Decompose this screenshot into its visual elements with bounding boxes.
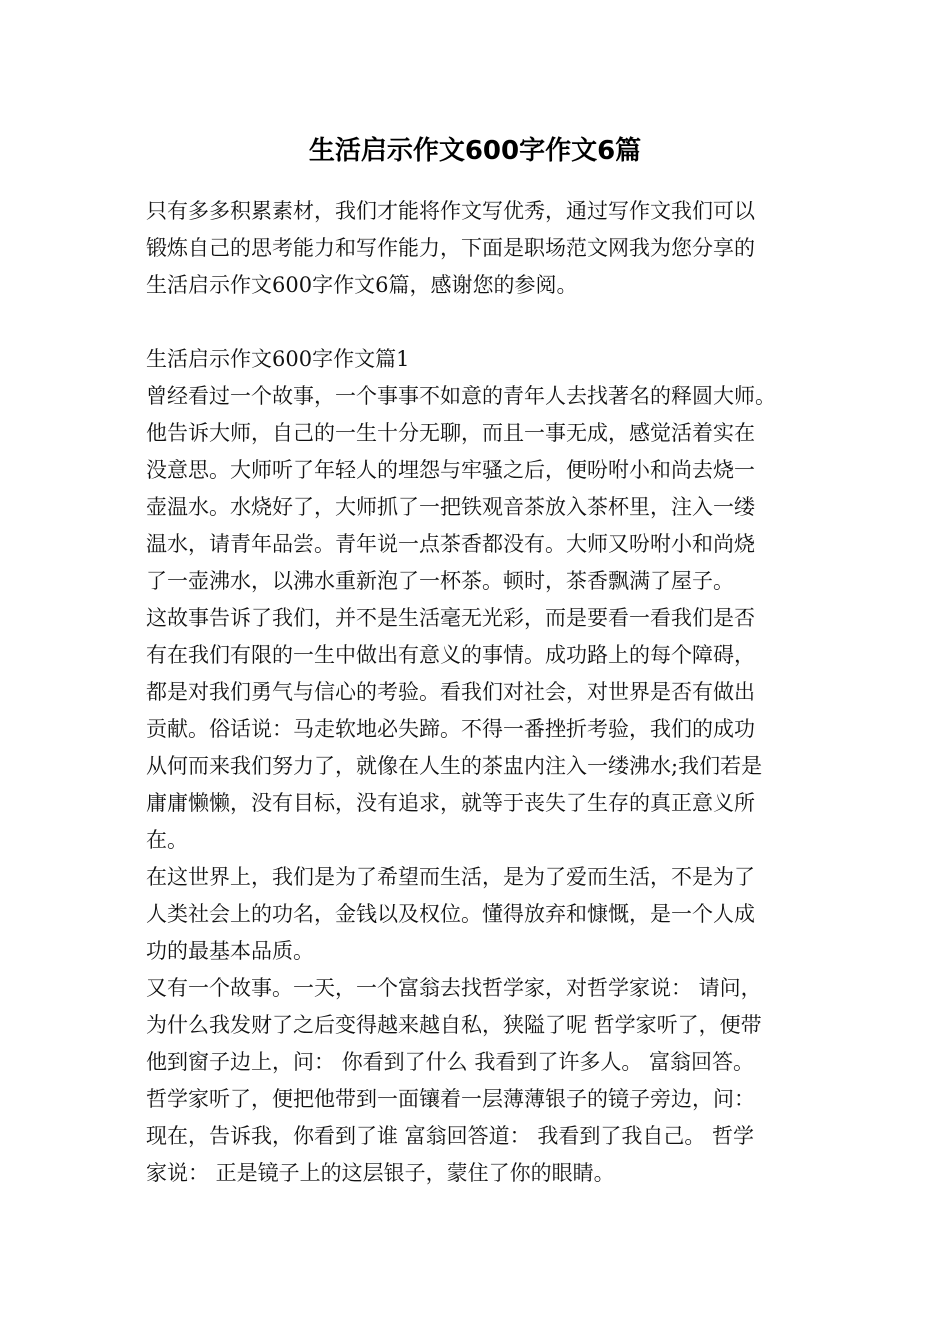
body-line: 贡献。俗话说：马走软地必失蹄。不得一番挫折考验，我们的成功 bbox=[146, 717, 755, 741]
intro-line: 锻炼自己的思考能力和写作能力，下面是职场范文网我为您分享的 bbox=[146, 236, 755, 260]
section-heading: 生活启示作文600字作文篇1 bbox=[146, 347, 410, 371]
body-line: 人类社会上的功名，金钱以及权位。懂得放弃和慷慨，是一个人成 bbox=[146, 902, 755, 926]
body-line: 壶温水。水烧好了，大师抓了一把铁观音茶放入茶杯里，注入一缕 bbox=[146, 495, 755, 519]
body-line: 有在我们有限的一生中做出有意义的事情。成功路上的每个障碍， bbox=[146, 643, 755, 667]
body-line: 这故事告诉了我们，并不是生活毫无光彩，而是要看一看我们是否 bbox=[146, 606, 755, 630]
body-line: 功的最基本品质。 bbox=[146, 939, 314, 963]
body-line: 没意思。大师听了年轻人的埋怨与牢骚之后，便吩咐小和尚去烧一 bbox=[146, 458, 755, 482]
body-line: 家说： 正是镜子上的这层银子，蒙住了你的眼睛。 bbox=[146, 1161, 615, 1185]
body-line: 为什么我发财了之后变得越来越自私，狭隘了呢 哲学家听了，便带 bbox=[146, 1013, 762, 1037]
body-line: 现在，告诉我，你看到了谁 富翁回答道： 我看到了我自己。 哲学 bbox=[146, 1124, 755, 1148]
body-line: 都是对我们勇气与信心的考验。看我们对社会，对世界是否有做出 bbox=[146, 680, 755, 704]
body-line: 他告诉大师，自己的一生十分无聊，而且一事无成，感觉活着实在 bbox=[146, 421, 755, 445]
body-line: 又有一个故事。一天，一个富翁去找哲学家，对哲学家说： 请问， bbox=[146, 976, 762, 1000]
body-line: 曾经看过一个故事，一个事事不如意的青年人去找著名的释圆大师。 bbox=[146, 384, 776, 408]
body-line: 哲学家听了，便把他带到一面镶着一层薄薄银子的镜子旁边，问： bbox=[146, 1087, 755, 1111]
body-line: 在这世界上，我们是为了希望而生活，是为了爱而生活，不是为了 bbox=[146, 865, 755, 889]
body-line: 了一壶沸水，以沸水重新泡了一杯茶。顿时，茶香飘满了屋子。 bbox=[146, 569, 734, 593]
body-line: 在。 bbox=[146, 828, 188, 852]
body-line: 他到窗子边上，问： 你看到了什么 我看到了许多人。 富翁回答。 bbox=[146, 1050, 755, 1074]
body-line: 温水，请青年品尝。青年说一点茶香都没有。大师又吩咐小和尚烧 bbox=[146, 532, 755, 556]
intro-line: 生活启示作文600字作文6篇，感谢您的参阅。 bbox=[146, 273, 578, 297]
document-title: 生活启示作文600字作文6篇 bbox=[308, 136, 642, 166]
body-line: 庸庸懒懒，没有目标，没有追求，就等于丧失了生存的真正意义所 bbox=[146, 791, 755, 815]
body-line: 从何而来我们努力了，就像在人生的茶盅内注入一缕沸水;我们若是 bbox=[146, 754, 763, 778]
intro-line: 只有多多积累素材，我们才能将作文写优秀，通过写作文我们可以 bbox=[146, 199, 755, 223]
